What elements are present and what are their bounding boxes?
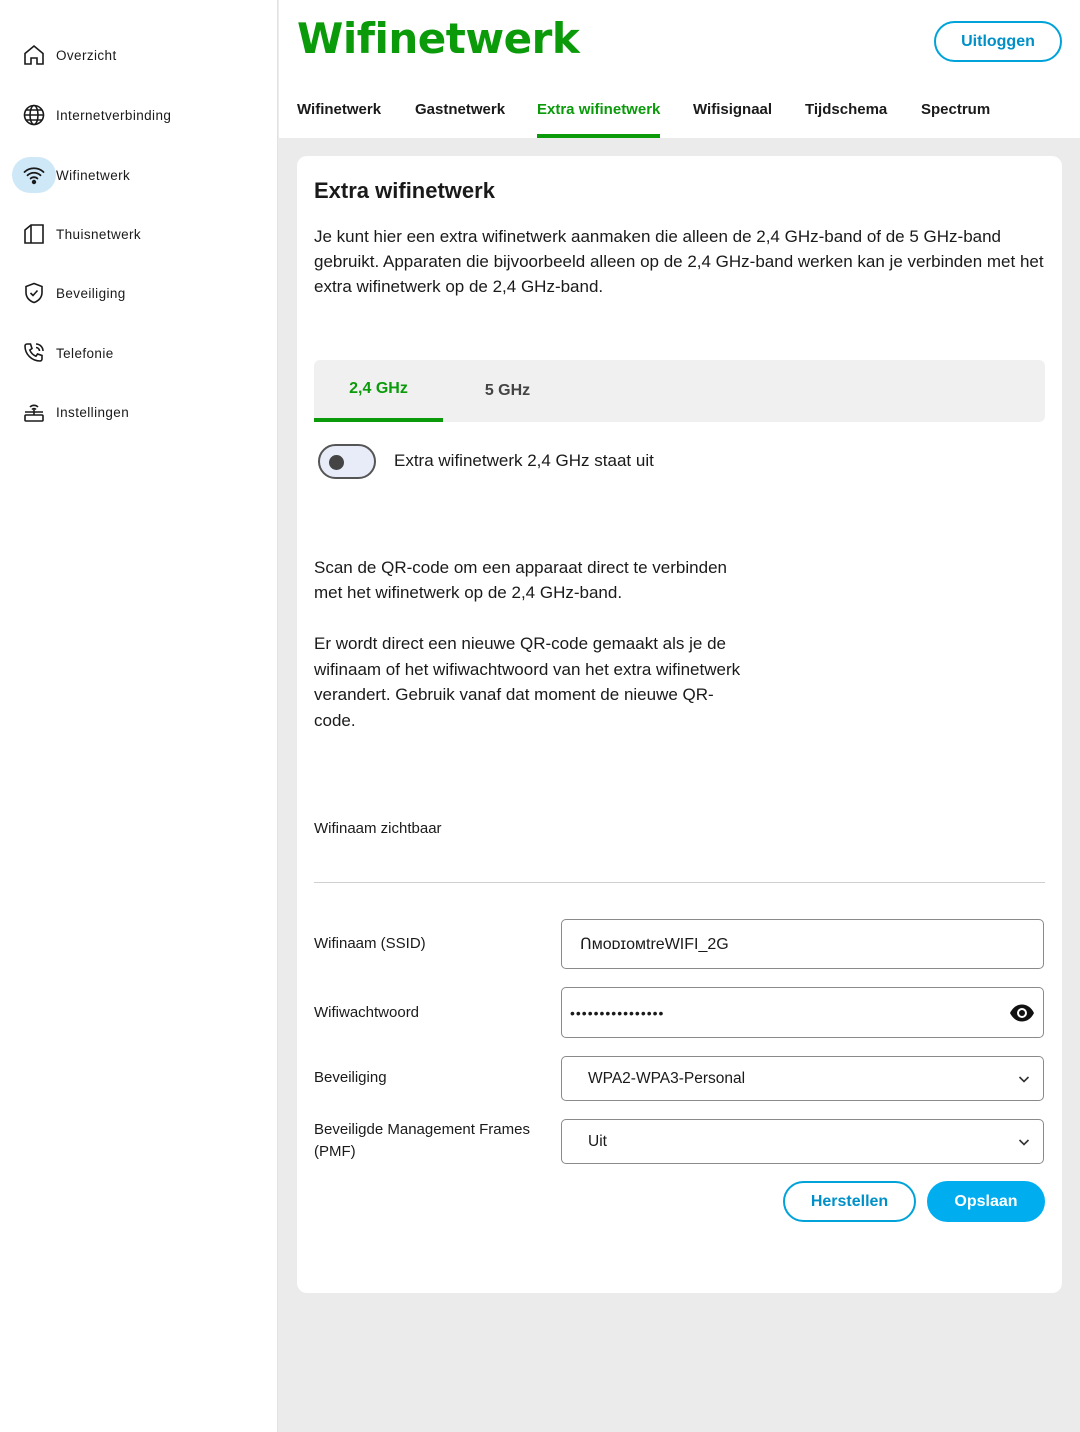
extra-wifi-card: [297, 156, 1062, 1293]
security-value: WPA2-WPA3-Personal: [588, 1069, 746, 1087]
house-network-icon: [12, 216, 56, 252]
sidebar-item-thuisnetwerk[interactable]: [12, 214, 141, 254]
tab-bar: [279, 86, 1080, 138]
tab-tijdschema[interactable]: Tijdschema: [805, 101, 888, 118]
card-title: Extra wifinetwerk: [314, 178, 495, 203]
home-icon: [12, 37, 56, 73]
sidebar-item-overzicht[interactable]: [12, 35, 117, 75]
sidebar-item-label: Thuisnetwerk: [56, 226, 142, 242]
security-label: Beveiliging: [314, 1069, 387, 1086]
shield-check-icon: [12, 275, 56, 311]
tab-gastnetwerk[interactable]: Gastnetwerk: [415, 101, 506, 118]
chevron-down-icon: [1017, 1072, 1031, 1086]
globe-icon: [12, 97, 56, 133]
extra-wifi-toggle[interactable]: [318, 444, 376, 479]
sidebar-item-label: Overzicht: [56, 47, 117, 63]
pmf-select[interactable]: [561, 1119, 1044, 1164]
sidebar-item-label: Wifinetwerk: [56, 167, 131, 183]
chevron-down-icon: [1017, 1135, 1031, 1149]
card-description: Je kunt hier een extra wifinetwerk aanmaken die alleen de 2,4 GHz-band of de 5 GHz-band gebruikt. Apparaten die bijvoorbeeld alleen op de 2,4 GHz-band werken kan je verbinden met het extra wifinetwerk op de 2,4 GHz-band.: [314, 227, 1044, 296]
sidebar-item-instellingen[interactable]: [12, 392, 129, 432]
save-button[interactable]: Opslaan: [927, 1181, 1045, 1222]
ssid-label: Wifinaam (SSID): [314, 935, 426, 952]
tab-spectrum[interactable]: Spectrum: [921, 101, 991, 118]
ssid-input[interactable]: [561, 919, 1044, 969]
band-tab-24ghz[interactable]: 2,4 GHz: [314, 360, 443, 422]
sidebar-item-telefonie[interactable]: [12, 333, 114, 373]
qr-instructions: Scan de QR-code om een apparaat direct te verbinden met het wifinetwerk op de 2,4 GHz-band.: [314, 558, 727, 602]
router-icon: [12, 394, 56, 430]
band-tab-5ghz[interactable]: 5 GHz: [484, 382, 531, 399]
band-tab-bar: [314, 360, 1045, 422]
toggle-knob: [329, 455, 344, 470]
divider: [314, 882, 1045, 883]
phone-icon: [12, 335, 56, 371]
page-title: Wifinetwerk: [297, 14, 580, 63]
security-select[interactable]: [561, 1056, 1044, 1101]
sidebar-item-label: Beveiliging: [56, 285, 126, 301]
eye-icon[interactable]: [1009, 1001, 1035, 1025]
tab-wifinetwerk[interactable]: Wifinetwerk: [297, 101, 382, 118]
tab-extra-wifinetwerk[interactable]: Extra wifinetwerk: [537, 86, 660, 138]
ssid-visible-label: Wifinaam zichtbaar: [314, 820, 442, 837]
password-input[interactable]: [561, 987, 1044, 1038]
qr-note: Er wordt direct een nieuwe QR-code gemaakt als je de wifinaam of het wifiwachtwoord van het extra wifinetwerk verandert. Gebruik vanaf dat moment de nieuwe QR-code.: [314, 634, 741, 730]
header: [279, 0, 1080, 138]
pmf-value: Uit: [588, 1132, 607, 1150]
pmf-label: Beveiligde Management Frames (PMF): [314, 1121, 530, 1160]
sidebar-item-beveiliging[interactable]: [12, 273, 126, 313]
sidebar-item-wifinetwerk[interactable]: [12, 155, 130, 195]
logout-button[interactable]: Uitloggen: [934, 21, 1062, 62]
sidebar: [0, 0, 278, 1432]
tab-wifisignaal[interactable]: Wifisignaal: [693, 101, 773, 118]
password-label: Wifiwachtwoord: [314, 1004, 420, 1021]
password-value: ••••••••••••••••: [570, 1004, 665, 1021]
ssid-value: ՈᴍᴏᴅɪᴏᴍtreWIFI_2G: [580, 936, 729, 953]
reset-button[interactable]: Herstellen: [783, 1181, 916, 1222]
sidebar-item-label: Telefonie: [56, 345, 114, 361]
sidebar-item-internetverbinding[interactable]: [12, 95, 171, 135]
wifi-icon: [12, 157, 56, 193]
sidebar-item-label: Internetverbinding: [56, 107, 172, 123]
sidebar-item-label: Instellingen: [56, 404, 130, 420]
toggle-label: Extra wifinetwerk 2,4 GHz staat uit: [394, 451, 654, 470]
